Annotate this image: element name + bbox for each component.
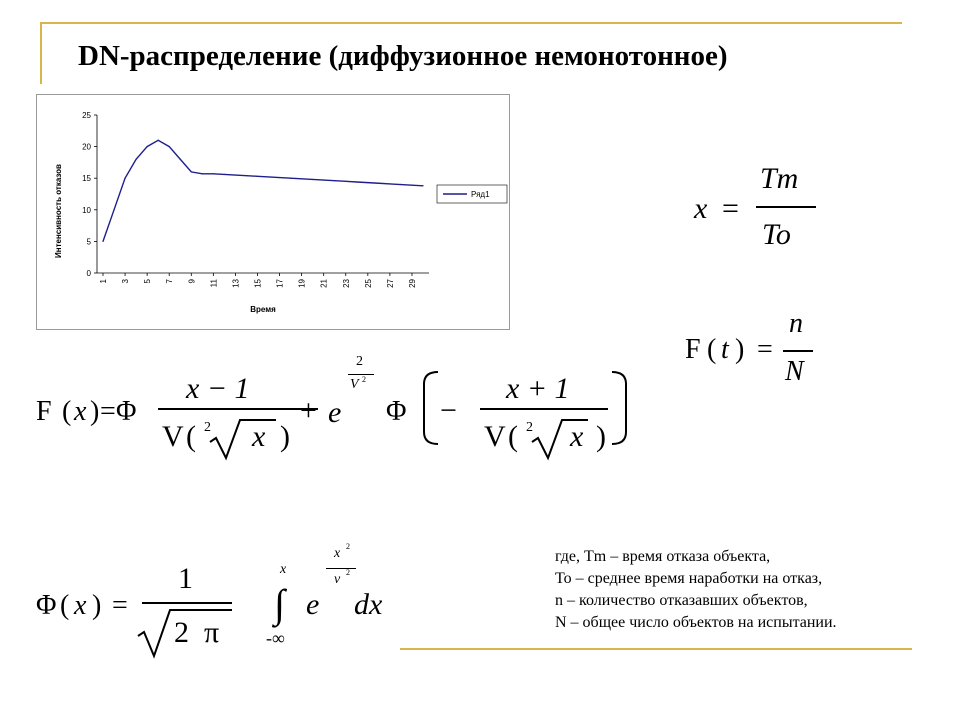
data-point xyxy=(334,180,335,181)
x-tick-label: 23 xyxy=(341,279,351,288)
Phi-x-arg: x xyxy=(74,590,87,621)
x-def-lhs: x xyxy=(694,192,708,225)
x-tick-label: 1 xyxy=(99,279,108,284)
x-def-eq: = xyxy=(722,192,739,225)
F-x-fraction-line-2 xyxy=(480,408,608,410)
x-tick-label: 11 xyxy=(209,279,219,288)
data-point xyxy=(367,182,368,183)
slide-title: DN-распределение (диффузионное немонотонное) xyxy=(78,40,728,72)
F-t-denominator: N xyxy=(785,356,804,387)
Phi-x-exp-num-sup: 2 xyxy=(346,542,350,551)
F-x-minus: − xyxy=(440,394,457,427)
data-point xyxy=(411,185,412,186)
F-t-numerator: n xyxy=(789,308,803,339)
data-point xyxy=(136,159,137,160)
legend-line-N: N – общее число объектов на испытании. xyxy=(555,614,837,631)
x-tick-label: 15 xyxy=(253,279,263,288)
F-x-numerator-1: x − 1 xyxy=(186,372,250,405)
F-x-den-v-1: V xyxy=(162,420,184,453)
F-x-left-bracket xyxy=(420,370,442,446)
y-tick-label: 10 xyxy=(82,205,91,215)
F-x-den-v-2: V xyxy=(484,420,506,453)
integral-sign: ∫ xyxy=(274,581,285,626)
formula-x-definition xyxy=(690,160,830,260)
legend-line-n: n – количество отказавших объектов, xyxy=(555,592,808,609)
x-tick-label: 25 xyxy=(363,279,373,288)
data-point xyxy=(213,173,214,174)
data-point xyxy=(102,241,103,242)
decor-line-bottom xyxy=(400,648,912,650)
series-line-1 xyxy=(103,140,423,241)
F-t-lhs: F xyxy=(685,334,701,365)
data-point xyxy=(400,184,401,185)
F-x-lhs: F xyxy=(36,396,52,427)
failure-rate-chart xyxy=(36,94,510,330)
legend-line-to: To – среднее время наработки на отказ, xyxy=(555,570,823,587)
data-point xyxy=(378,183,379,184)
F-x-e: e xyxy=(328,396,342,429)
F-x-den-x-2: x xyxy=(570,420,584,453)
formula-F-x xyxy=(36,350,636,470)
F-x-right-bracket xyxy=(608,370,630,446)
F-x-den-open-1: ( xyxy=(186,420,196,453)
data-point xyxy=(235,174,236,175)
x-tick-label: 9 xyxy=(187,279,197,284)
data-point xyxy=(246,175,247,176)
Phi-x-numerator: 1 xyxy=(178,562,193,595)
data-point xyxy=(268,176,269,177)
F-x-plus: + xyxy=(300,394,317,427)
data-point xyxy=(389,183,390,184)
legend-label: Ряд1 xyxy=(471,190,490,199)
data-point xyxy=(147,146,148,147)
Phi-x-open-paren: ( xyxy=(60,590,70,621)
Phi-x-e: e xyxy=(306,588,320,621)
data-point xyxy=(312,179,313,180)
F-x-den-sup-2: 2 xyxy=(526,420,533,435)
decor-line-left xyxy=(40,22,42,84)
F-x-arg: x xyxy=(74,396,87,427)
Phi-x-exp-num: x xyxy=(334,546,341,561)
Phi-x-eq: = xyxy=(112,590,128,621)
chart-svg xyxy=(37,95,511,331)
Phi-x-fraction-line xyxy=(142,602,232,604)
Phi-x-den-2: 2 xyxy=(174,616,189,649)
chart-axes xyxy=(97,115,429,273)
formula-F-t xyxy=(685,310,825,400)
data-point xyxy=(301,178,302,179)
x-tick-label: 21 xyxy=(319,279,329,288)
Phi-x-close-paren: ) xyxy=(92,590,102,621)
variable-legend xyxy=(555,546,837,634)
data-point xyxy=(323,179,324,180)
sqrt-sign-1 xyxy=(208,416,278,462)
F-x-den-close-2: ) xyxy=(596,420,606,453)
F-x-eq: = xyxy=(100,396,116,427)
chart-series xyxy=(102,140,423,242)
F-x-den-open-2: ( xyxy=(508,420,518,453)
data-point xyxy=(191,171,192,172)
y-tick-label: 25 xyxy=(82,111,91,120)
data-point xyxy=(356,181,357,182)
F-x-exp-line xyxy=(348,374,374,375)
F-x-exp-num: 2 xyxy=(356,354,363,369)
x-tick-label: 13 xyxy=(231,279,241,288)
Phi-x-lower-limit: -∞ xyxy=(266,628,285,648)
data-point xyxy=(279,177,280,178)
chart-y-axis-label: Интенсивность отказов xyxy=(54,164,63,258)
decor-line-top xyxy=(40,22,902,24)
Phi-x-exp-line xyxy=(326,568,356,569)
F-x-phi-2: Φ xyxy=(386,396,407,427)
chart-y-ticks xyxy=(82,111,97,278)
y-tick-label: 15 xyxy=(82,174,91,184)
y-tick-label: 0 xyxy=(86,269,91,278)
x-tick-label: 19 xyxy=(297,279,307,288)
F-x-exp-den: V xyxy=(350,377,359,392)
chart-legend xyxy=(437,185,507,203)
data-point xyxy=(202,173,203,174)
F-x-exp-den-sup: 2 xyxy=(362,375,366,384)
data-point xyxy=(345,181,346,182)
x-tick-label: 29 xyxy=(407,279,417,288)
F-x-den-x-1: x xyxy=(252,420,266,453)
F-x-phi-1: Φ xyxy=(116,396,137,427)
data-point xyxy=(180,159,181,160)
F-t-open-paren: ( xyxy=(707,334,717,365)
F-t-close-paren: ) xyxy=(735,334,745,365)
y-tick-label: 20 xyxy=(82,142,91,152)
formula-Phi-x xyxy=(36,540,396,660)
F-t-fraction-line xyxy=(783,350,813,352)
data-point xyxy=(113,209,114,210)
Phi-x-dx: dx xyxy=(354,588,383,621)
x-tick-label: 17 xyxy=(275,279,285,288)
F-t-eq: = xyxy=(757,334,773,365)
Phi-x-exp-den: v xyxy=(334,572,341,587)
x-tick-label: 7 xyxy=(165,279,175,284)
data-point xyxy=(169,146,170,147)
F-x-open-paren: ( xyxy=(62,396,72,427)
chart-x-axis-label: Время xyxy=(250,305,276,314)
data-point xyxy=(124,178,125,179)
data-point xyxy=(224,174,225,175)
x-def-fraction-line xyxy=(756,206,816,208)
F-x-close-paren: ) xyxy=(90,396,100,427)
F-x-fraction-line-1 xyxy=(158,408,318,410)
x-def-denominator: To xyxy=(762,218,791,251)
F-x-den-close-1: ) xyxy=(280,420,290,453)
data-point xyxy=(257,176,258,177)
data-point xyxy=(158,140,159,141)
data-point xyxy=(290,178,291,179)
x-def-numerator: Tm xyxy=(760,162,799,195)
legend-line-tm: где, Tm – время отказа объекта, xyxy=(555,548,771,565)
F-t-arg: t xyxy=(721,334,729,365)
Phi-x-lhs: Φ xyxy=(36,590,57,621)
Phi-x-pi: π xyxy=(204,616,220,649)
F-x-den-sup-1: 2 xyxy=(204,420,211,435)
Phi-x-upper-limit: x xyxy=(280,562,287,577)
x-tick-label: 3 xyxy=(121,279,131,284)
data-point xyxy=(422,185,423,186)
x-tick-label: 27 xyxy=(385,279,395,288)
x-tick-label: 5 xyxy=(143,279,153,284)
y-tick-label: 5 xyxy=(86,237,91,247)
Phi-x-exp-den-sup: 2 xyxy=(346,568,350,577)
F-x-numerator-2: x + 1 xyxy=(506,372,570,405)
chart-x-ticks xyxy=(99,273,417,288)
